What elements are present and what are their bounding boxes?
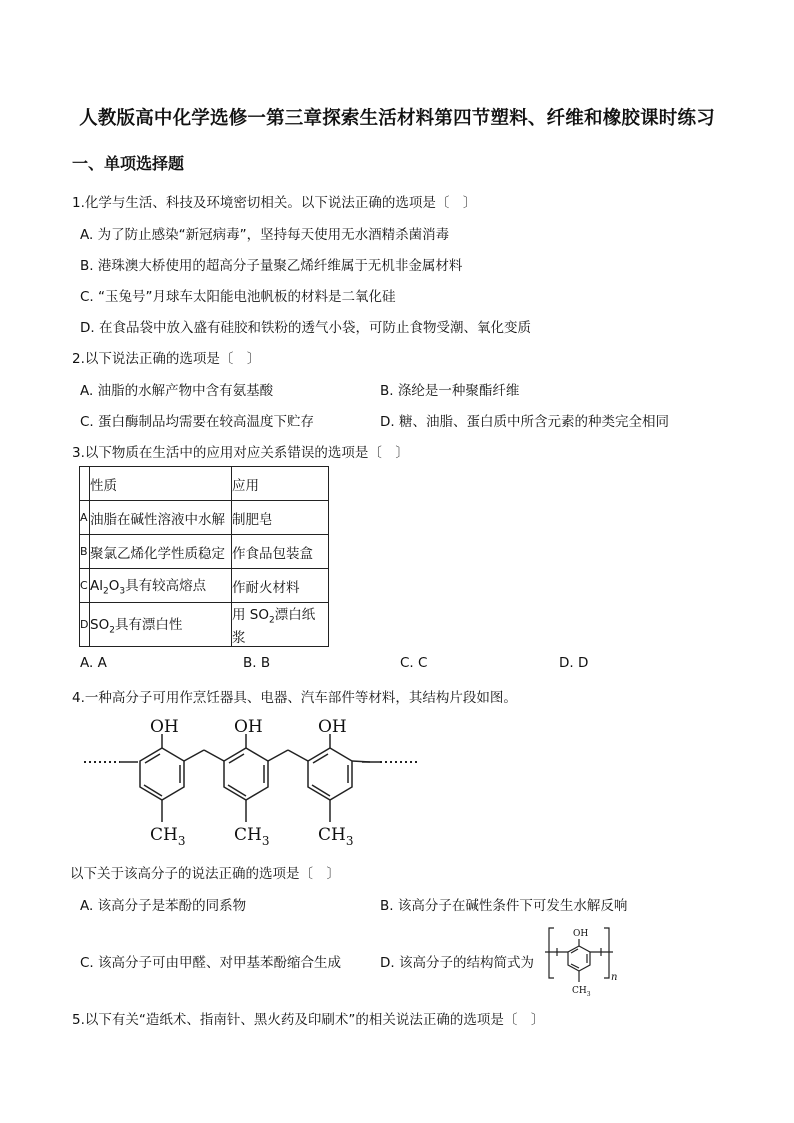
q3-option-c: C. C [400,655,428,671]
q2-option-c: C. 蛋白酶制品均需要在较高温度下贮存 [80,414,315,430]
ch3-label: $CH_3$ [572,986,591,998]
formula-subscript: 2 [109,625,115,636]
ch3-label: $CH_3$ [150,825,186,848]
formula-subscript: 2 [269,615,275,626]
oh-label: OH [150,717,179,737]
q4-stem-2: 以下关于该高分子的说法正确的选项是〔 〕 [70,866,340,882]
q1-option-d: D. 在食品袋中放入盛有硅胶和铁粉的透气小袋，可防止食物受潮、氧化变质 [80,320,531,336]
oh-label: OH [318,717,347,737]
table-row-key: C [80,569,90,603]
q3-option-d: D. D [559,655,589,671]
q2-option-a: A. 油脂的水解产物中含有氨基酸 [80,383,274,399]
table-header-application: 应用 [232,467,329,501]
oh-label: OH [573,929,589,939]
table-cell: 作耐火材料 [232,569,329,603]
table-cell: 聚氯乙烯化学性质稳定 [90,535,232,569]
table-row [80,569,329,603]
q5-stem: 5.以下有关“造纸术、指南针、黑火药及印刷术”的相关说法正确的选项是〔 〕 [72,1012,545,1028]
formula-subscript: 3 [119,586,126,597]
q4-option-c: C. 该高分子可由甲醛、对甲基苯酚缩合生成 [80,955,342,971]
polymer-structure-diagram [80,712,425,854]
cell-text: 具有漂白性 [114,617,183,633]
ch3-label: $CH_3$ [234,825,270,848]
q2-stem: 2.以下说法正确的选项是〔 〕 [72,351,261,367]
formula-text: Al [90,578,103,595]
formula-subscript: 2 [103,586,109,597]
table-row [80,535,329,569]
table-header-row [80,467,329,501]
table-header-property: 性质 [90,467,232,501]
q4-option-a: A. 该高分子是苯酚的同系物 [80,898,247,914]
table-row-key: D [80,603,90,647]
table-cell [90,569,232,603]
table-row [80,603,329,647]
table-cell [90,603,232,647]
table-cell: 制肥皂 [232,501,329,535]
cell-text: 具有较高熔点 [125,578,207,595]
table-cell [80,467,90,501]
oh-label: OH [234,717,263,737]
ch3-label: $CH_3$ [318,825,354,848]
q4-option-d: D. 该高分子的结构简式为 [380,955,534,971]
formula-text: SO [90,617,110,633]
table-row-key: A [80,501,90,535]
polymer-repeat-unit-diagram [540,922,630,1000]
q2-option-b: B. 涤纶是一种聚酯纤维 [380,383,520,399]
table-cell [232,603,329,647]
formula-text: 用 SO [232,607,269,623]
q2-option-d: D. 糖、油脂、蛋白质中所含元素的种类完全相同 [380,414,669,430]
table-row-key: B [80,535,90,569]
section-heading: 一、单项选择题 [72,154,185,173]
q3-stem: 3.以下物质在生活中的应用对应关系错误的选项是〔 〕 [72,445,409,461]
q1-option-b: B. 港珠澳大桥使用的超高分子量聚乙烯纤维属于无机非金属材料 [80,258,463,274]
page-title: 人教版高中化学选修一第三章探索生活材料第四节塑料、纤维和橡胶课时练习 [79,108,715,129]
cell-text: 漂白纸浆 [232,607,316,646]
q1-option-c: C. “玉兔号”月球车太阳能电池帆板的材料是二氧化硅 [80,289,396,305]
q1-stem: 1.化学与生活、科技及环境密切相关。以下说法正确的选项是〔 〕 [72,195,477,211]
q4-stem: 4.一种高分子可用作烹饪器具、电器、汽车部件等材料，其结构片段如图。 [72,690,517,706]
n-subscript: n [611,972,618,983]
q1-option-a: A. 为了防止感染“新冠病毒”，坚持每天使用无水酒精杀菌消毒 [80,227,450,243]
q3-table [79,466,329,647]
q4-option-b: B. 该高分子在碱性条件下可发生水解反响 [380,898,628,914]
table-row [80,501,329,535]
table-cell: 作食品包装盒 [232,535,329,569]
table-cell: 油脂在碱性溶液中水解 [90,501,232,535]
q3-option-a: A. A [80,655,107,671]
formula-text: O [108,578,120,595]
q3-option-b: B. B [243,655,271,671]
